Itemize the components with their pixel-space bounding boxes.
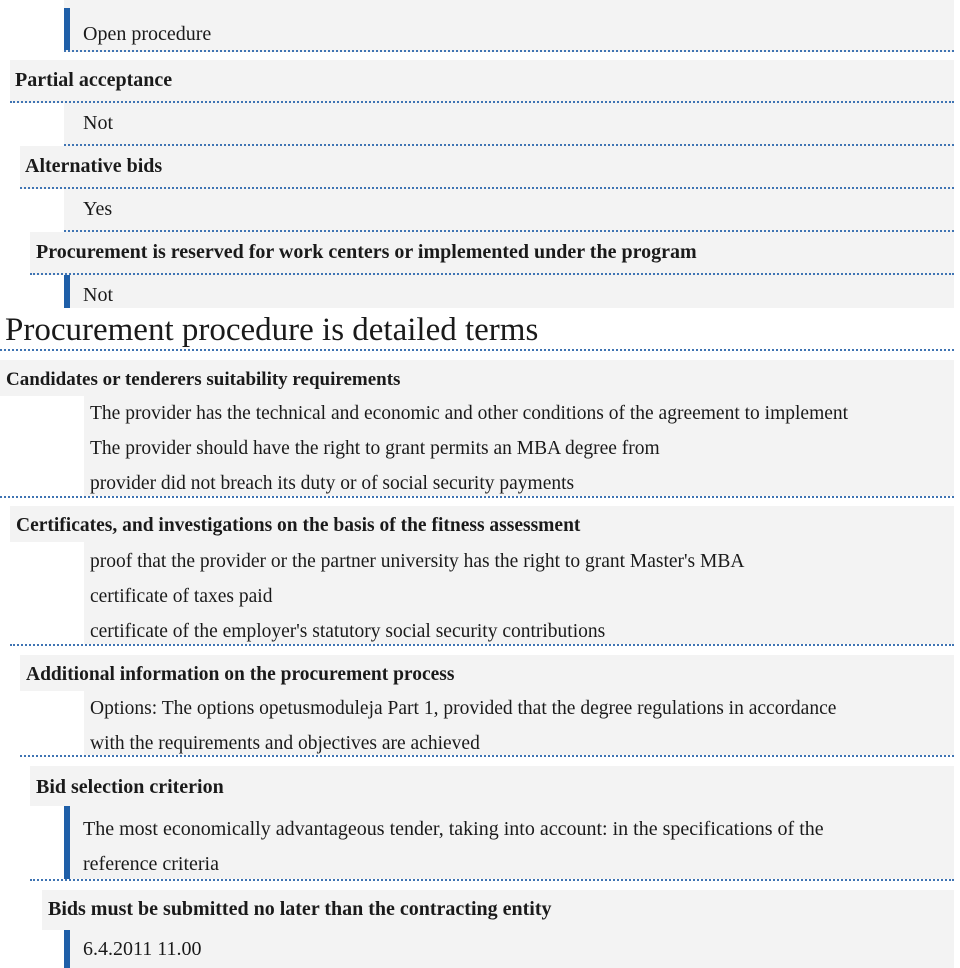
bid-selection-content (64, 806, 954, 879)
bid-selection-label: Bid selection criterion (36, 776, 224, 798)
certificates-block (10, 506, 954, 646)
section-title: Procurement procedure is detailed terms (5, 312, 539, 348)
suitability-label-bar (0, 360, 954, 396)
deadline-value-row (64, 930, 954, 968)
certificates-line: certificate of taxes paid (90, 586, 273, 607)
partial-acceptance-label: Partial acceptance (15, 69, 173, 91)
certificates-label-bar (10, 506, 954, 542)
suitability-line: The provider should have the right to grant permits an MBA degree from (90, 438, 660, 459)
value-marker-bar (64, 8, 70, 50)
alternative-bids-label-row (20, 146, 954, 189)
suitability-label: Candidates or tenderers suitability requirements (6, 369, 401, 390)
suitability-content (84, 396, 954, 496)
certificates-label: Certificates, and investigations on the basis of the fitness assessment (16, 515, 581, 536)
additional-info-line: Options: The options opetusmoduleja Part 1, provided that the degree regulations in accordance (90, 698, 837, 719)
additional-info-label: Additional information on the procurement process (26, 664, 455, 685)
additional-info-line: with the requirements and objectives are achieved (90, 733, 480, 754)
bid-selection-line: The most economically advantageous tender, taking into account: in the specifications of the (83, 818, 824, 840)
value-marker-bar (64, 806, 70, 879)
procedure-type-value: Open procedure (83, 23, 212, 45)
bid-selection-label-bar (30, 766, 954, 806)
suitability-block (0, 360, 954, 498)
procedure-type-value-row (64, 0, 954, 52)
section-heading-row (0, 307, 954, 351)
partial-acceptance-value: Not (83, 112, 113, 134)
reserved-value-row (64, 275, 954, 308)
bid-selection-line: reference criteria (83, 853, 219, 875)
certificates-line: proof that the provider or the partner university has the right to grant Master's MBA (90, 551, 745, 572)
deadline-label: Bids must be submitted no later than the contracting entity (48, 898, 552, 920)
reserved-label: Procurement is reserved for work centers or implemented under the program (36, 241, 697, 263)
alternative-bids-label: Alternative bids (25, 155, 163, 177)
value-marker-bar (64, 930, 70, 968)
additional-info-block (20, 655, 954, 757)
certificates-line: certificate of the employer's statutory social security contributions (90, 621, 606, 642)
certificates-content (84, 542, 954, 644)
reserved-label-row (30, 232, 954, 275)
additional-info-content (84, 691, 954, 755)
suitability-line: provider did not breach its duty or of social security payments (90, 473, 575, 494)
bid-selection-block (30, 766, 954, 881)
alternative-bids-value: Yes (83, 198, 113, 220)
deadline-value: 6.4.2011 11.00 (83, 938, 202, 960)
partial-acceptance-value-row (64, 103, 954, 146)
partial-acceptance-label-row (10, 60, 954, 103)
reserved-value: Not (83, 284, 113, 306)
alternative-bids-value-row (64, 189, 954, 232)
value-marker-bar (64, 275, 70, 308)
suitability-line: The provider has the technical and economic and other conditions of the agreement to implement (90, 403, 849, 424)
additional-info-label-bar (20, 655, 954, 691)
deadline-label-row (42, 890, 954, 930)
